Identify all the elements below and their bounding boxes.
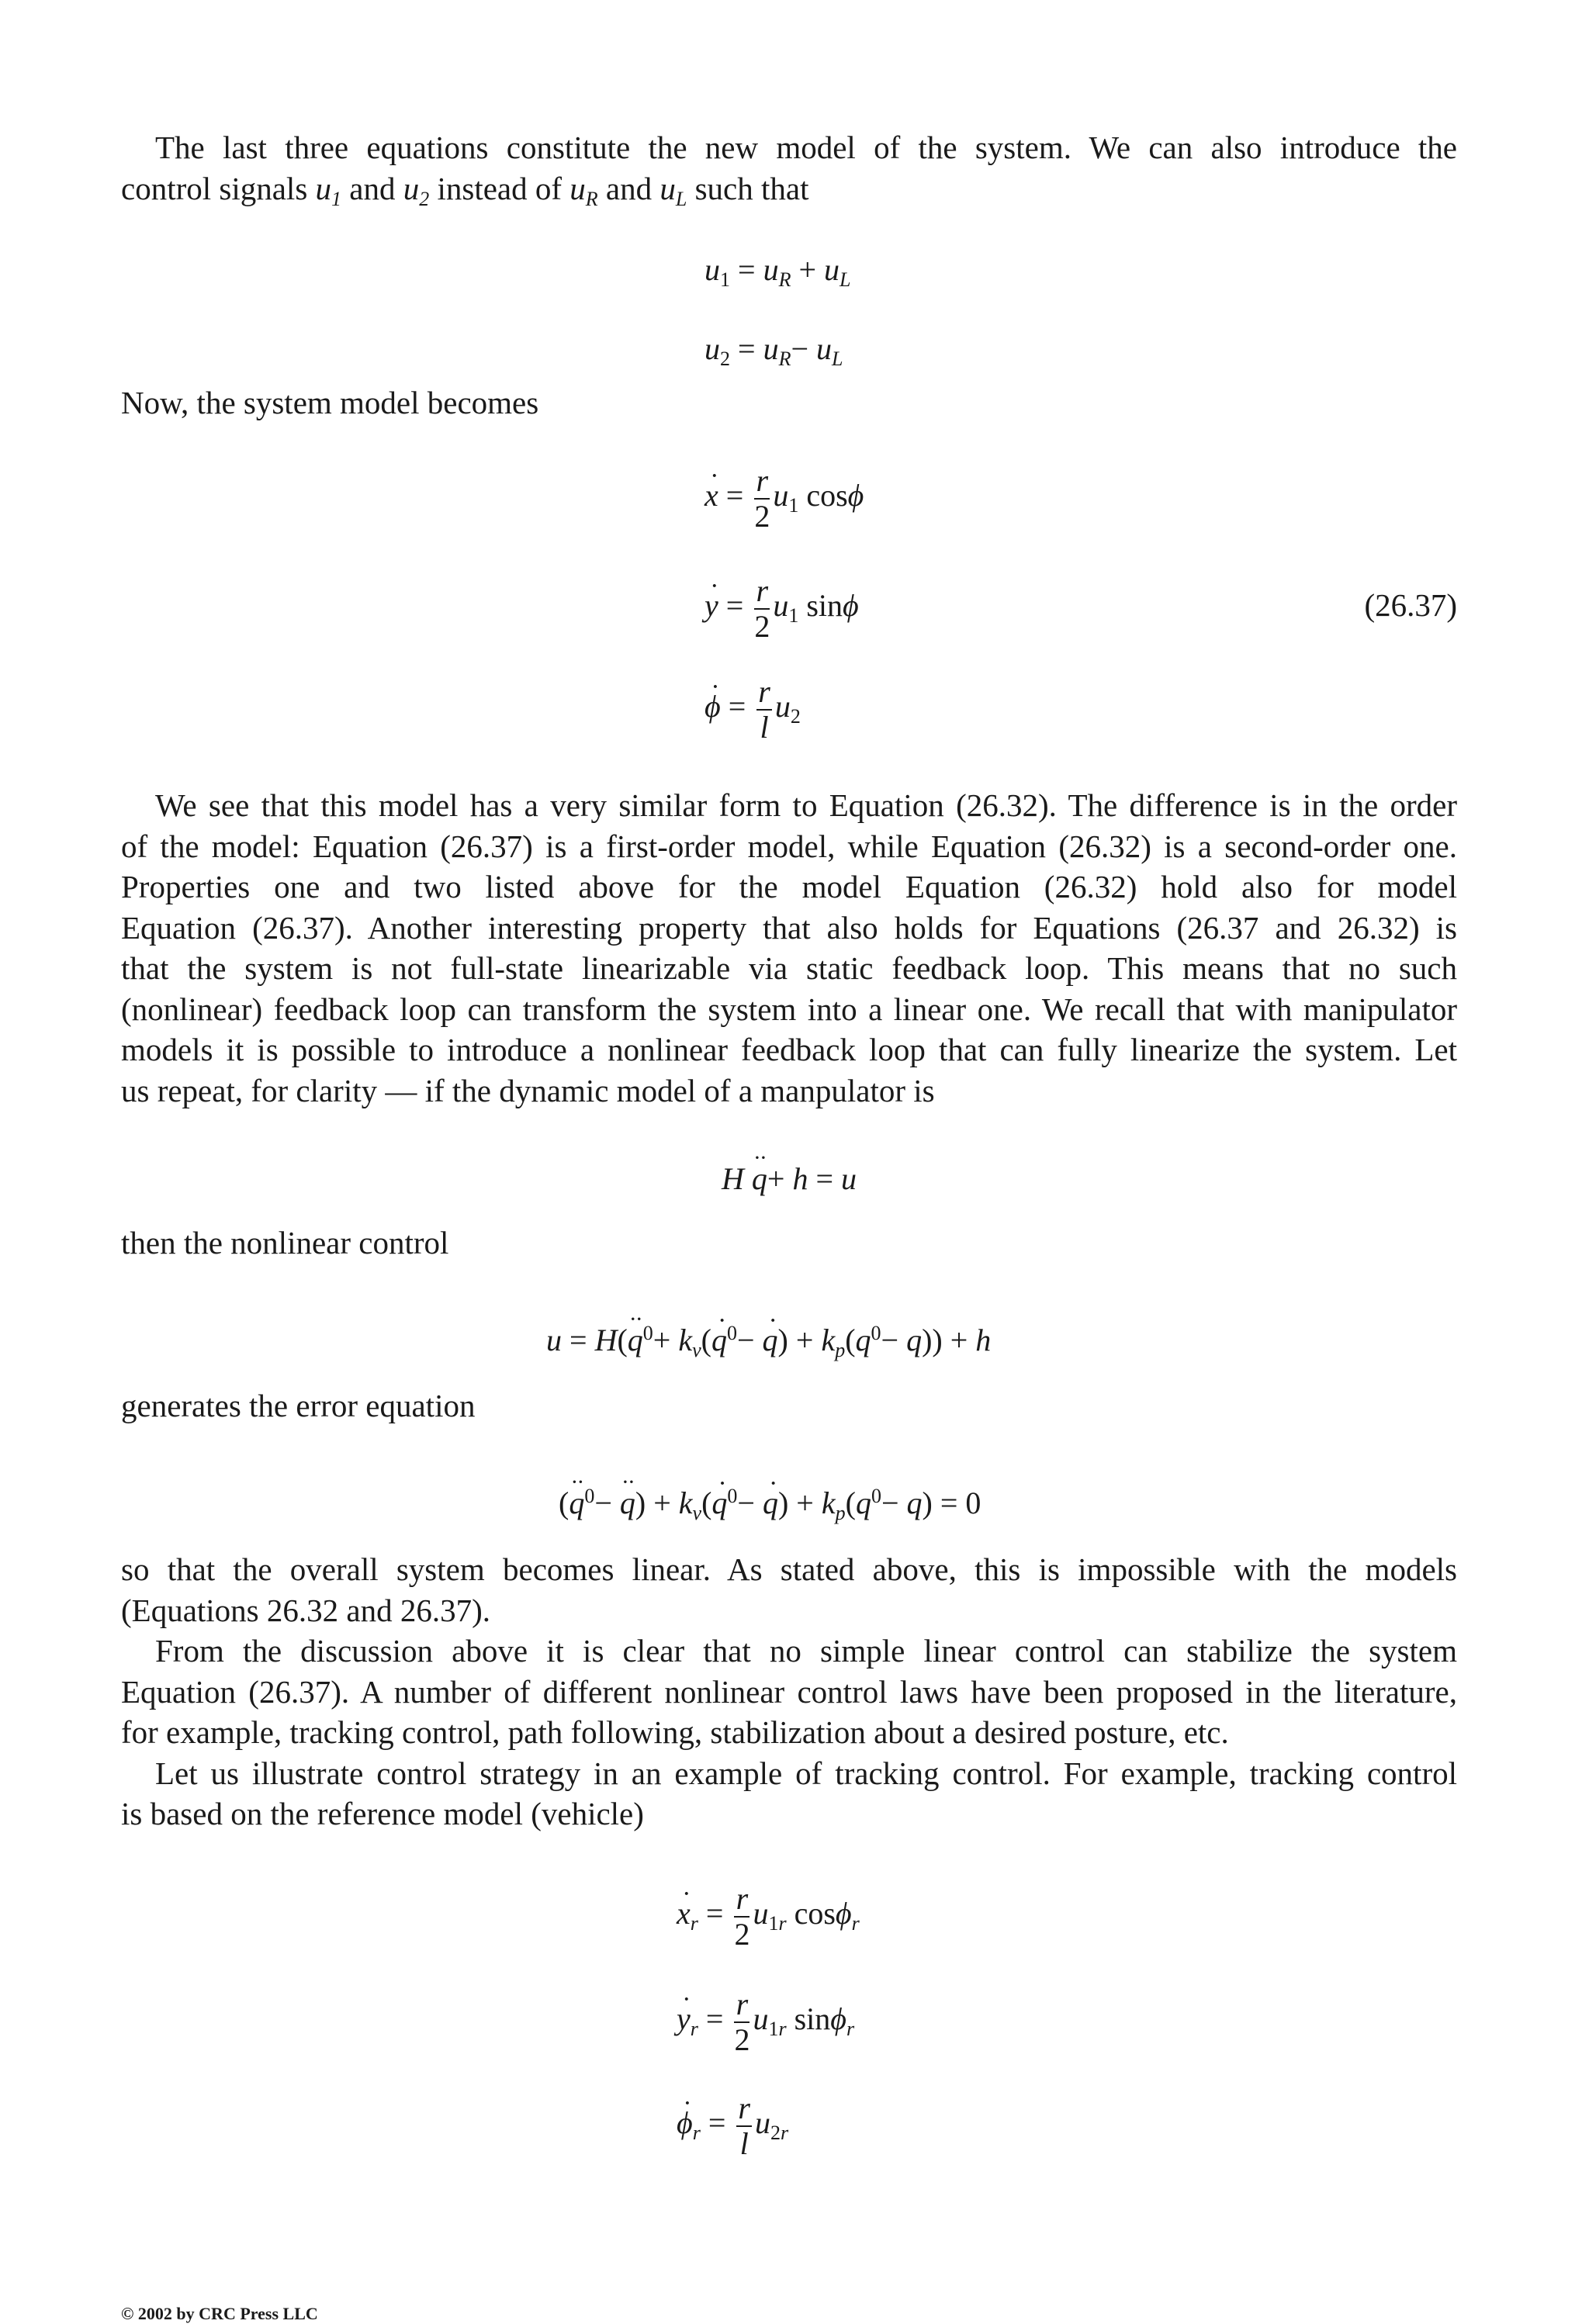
text-line: Properties one and two listed above for the model Equation (26.32) hold also for model xyxy=(121,869,1457,904)
text-line: Equation (26.37). A number of different nonlinear control laws have been proposed in the literature, xyxy=(121,1673,1457,1710)
paragraph-nonlinear-control xyxy=(121,1223,1457,1264)
equation-yr-dot: · $y_r$ = $\frac{r}{2}$ $u_{1r}$ sinϕ$_r$ xyxy=(677,1987,854,2057)
paragraph-intro xyxy=(121,127,1457,209)
text-line: that the system is not full-state linearizable via static feedback loop. This means that no such xyxy=(121,950,1457,986)
equation-x-dot: · x = $\frac{r}{2}$ $u_1$ cosϕ xyxy=(704,464,864,534)
text-line: us repeat, for clarity — if the dynamic model of a manpulator is xyxy=(121,1072,935,1108)
paragraph-now xyxy=(121,382,1457,424)
text-line: From the discussion above it is clear that no simple linear control can stabilize the system xyxy=(155,1633,1457,1669)
text-line: (Equations 26.32 and 26.37). xyxy=(121,1592,490,1628)
equation-u2: $u_2 = u_R- u_L$ xyxy=(704,331,843,370)
equation-number: (26.37) xyxy=(1364,587,1457,623)
paragraph-linear xyxy=(121,1549,1457,1835)
text-line: We see that this model has a very similar form to Equation (26.32). The difference is in the order xyxy=(155,787,1457,823)
text-line: Now, the system model becomes xyxy=(121,385,539,420)
text-line: models it is possible to introduce a nonlinear feedback loop that can fully linearize the system. Let xyxy=(121,1032,1457,1067)
equation-phir-dot: · $\phi_r$ = $\frac{r}{l}$ $u_{2r}$ xyxy=(677,2091,788,2161)
text-line: so that the overall system becomes linear. As stated above, this is impossible with the models xyxy=(121,1551,1457,1587)
equation-error: (·· $q^0- \cdot\cdot q) + k_v(\cdot q^0- \cdot q) + k_p(q^0- q) = 0$ xyxy=(559,1488,981,1519)
equation-y-dot: · y = $\frac{r}{2}$ $u_1$ sinϕ xyxy=(704,574,859,644)
text-line: is based on the reference model (vehicle) xyxy=(121,1796,644,1831)
equation-control-law: $u = H(\cdot\cdot q^0+ k_v(\cdot q^0- \cdot q) + k_p(q^0- q)) + h$ xyxy=(546,1325,991,1356)
text-line: then the nonlinear control xyxy=(121,1225,449,1261)
text-line: generates the error equation xyxy=(121,1388,476,1423)
text-line: Equation (26.37). Another interesting property that also holds for Equations (26.37 and 26.32) is xyxy=(121,909,1457,946)
text-line: of the model: Equation (26.37) is a first-order model, while Equation (26.32) is a second-order one. xyxy=(121,828,1457,864)
paragraph-error-equation xyxy=(121,1385,1457,1427)
copyright-footer: © 2002 by CRC Press LLC xyxy=(121,2304,318,2323)
paragraph-model-discussion xyxy=(121,785,1457,1111)
equation-manipulator-dynamics: H ·· q+ h = u xyxy=(722,1164,857,1195)
equation-u1: $u_1 = u_R + u_L$ xyxy=(704,252,851,291)
text-line: Let us illustrate control strategy in an example of tracking control. For example, tracking control xyxy=(155,1755,1457,1791)
text-line: The last three equations constitute the new model of the system. We can also introduce the xyxy=(155,130,1457,165)
text-line-inline-math: control signals $u_1$ and $u_2$ instead of $u_R$ and $u_L$ such that xyxy=(121,170,809,210)
equation-phi-dot: · ϕ = $\frac{r}{l}$ $u_2$ xyxy=(704,675,801,745)
text-line: (nonlinear) feedback loop can transform the system into a linear one. We recall that with manipulator xyxy=(121,991,1457,1027)
equation-xr-dot: · $x_r$ = $\frac{r}{2}$ $u_{1r}$ cosϕ$_r$ xyxy=(677,1882,860,1952)
text-line: for example, tracking control, path following, stabilization about a desired posture, etc. xyxy=(121,1714,1229,1750)
